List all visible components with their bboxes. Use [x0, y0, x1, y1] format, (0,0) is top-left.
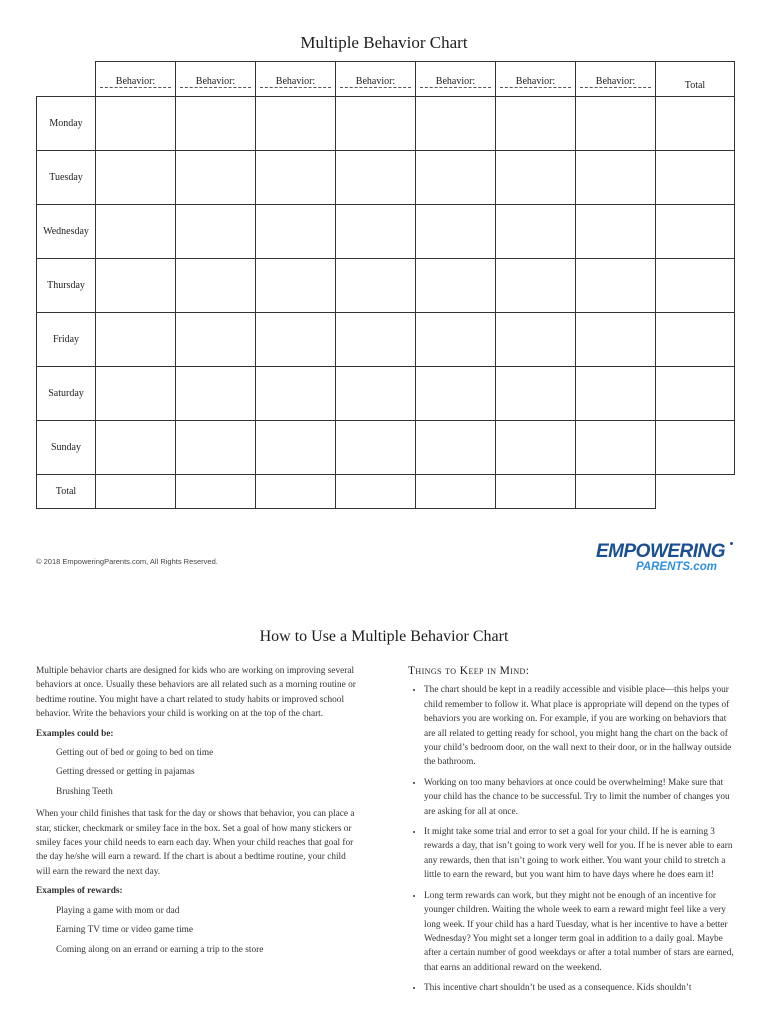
- tracking-cell[interactable]: [176, 313, 256, 367]
- day-row: [37, 367, 735, 421]
- total-column-header: [656, 62, 735, 97]
- behavior-write-line: [100, 87, 171, 88]
- column-total-cell[interactable]: [256, 475, 336, 509]
- tracking-cell[interactable]: [176, 421, 256, 475]
- tracking-cell[interactable]: [416, 205, 496, 259]
- total-column-label: Total: [684, 79, 706, 91]
- empty-corner-cell: [656, 475, 735, 509]
- row-total-cell[interactable]: [656, 205, 735, 259]
- tracking-cell[interactable]: [416, 259, 496, 313]
- tracking-cell[interactable]: [336, 421, 416, 475]
- logo-dot: [730, 542, 733, 545]
- example-item: Getting dressed or getting in pajamas: [56, 767, 195, 778]
- day-row: [37, 151, 735, 205]
- tracking-cell[interactable]: [336, 151, 416, 205]
- logo-text-secondary: PARENTS.com: [636, 561, 717, 573]
- row-total-cell[interactable]: [656, 313, 735, 367]
- day-row: [37, 205, 735, 259]
- tracking-cell[interactable]: [336, 97, 416, 151]
- behavior-header[interactable]: [176, 62, 256, 97]
- behavior-header[interactable]: [496, 62, 576, 97]
- reward-item: Playing a game with mom or dad: [56, 905, 180, 916]
- behavior-chart-table: [36, 61, 735, 509]
- column-total-cell[interactable]: [496, 475, 576, 509]
- tips-heading: Things to Keep in Mind:: [408, 665, 530, 677]
- tracking-cell[interactable]: [416, 367, 496, 421]
- intro-paragraph: Multiple behavior charts are designed for kids who are working on improving several behaviors at once. Usually these behaviors are all related such as a morning routine or bedtime routine. You might have a chart related to study habits or improved school behavior. Write the behaviors your child is working on at the top of the chart.: [36, 666, 356, 720]
- day-label: Thursday: [37, 259, 96, 313]
- column-total-cell[interactable]: [176, 475, 256, 509]
- tracking-cell[interactable]: [176, 97, 256, 151]
- behavior-header[interactable]: [336, 62, 416, 97]
- empowering-parents-logo: [596, 541, 736, 577]
- guide-title: How to Use a Multiple Behavior Chart: [259, 628, 509, 645]
- column-total-cell[interactable]: [416, 475, 496, 509]
- day-label: Wednesday: [37, 205, 96, 259]
- behavior-write-line: [500, 87, 571, 88]
- tracking-cell[interactable]: [336, 367, 416, 421]
- behavior-header[interactable]: [256, 62, 336, 97]
- tracking-cell[interactable]: [496, 313, 576, 367]
- behavior-write-line: [180, 87, 251, 88]
- column-total-cell[interactable]: [336, 475, 416, 509]
- day-label: Tuesday: [37, 151, 96, 205]
- tracking-cell[interactable]: [176, 367, 256, 421]
- instructions-column: [36, 664, 362, 962]
- tip-item: • This incentive chart shouldn’t be used as a consequence. Kids shouldn’t: [424, 981, 734, 995]
- example-item: Brushing Teeth: [56, 786, 113, 797]
- tracking-cell[interactable]: [256, 367, 336, 421]
- tracking-cell[interactable]: [96, 421, 176, 475]
- day-label: Friday: [37, 313, 96, 367]
- day-label: Monday: [37, 97, 96, 151]
- logo-text-primary: EMPOWERING: [596, 541, 726, 562]
- behavior-write-line: [340, 87, 411, 88]
- tracking-cell[interactable]: [496, 367, 576, 421]
- tracking-cell[interactable]: [416, 313, 496, 367]
- row-total-cell[interactable]: [656, 259, 735, 313]
- behavior-label: Behavior:: [115, 76, 156, 87]
- behavior-label: Behavior:: [595, 76, 636, 87]
- tracking-cell[interactable]: [496, 151, 576, 205]
- day-row: [37, 259, 735, 313]
- row-total-cell[interactable]: [656, 97, 735, 151]
- tracking-cell[interactable]: [256, 421, 336, 475]
- tracking-cell[interactable]: [256, 97, 336, 151]
- tracking-cell[interactable]: [416, 97, 496, 151]
- behavior-header[interactable]: [416, 62, 496, 97]
- day-row: [37, 313, 735, 367]
- tracking-cell[interactable]: [336, 259, 416, 313]
- chart-title: Multiple Behavior Chart: [300, 33, 468, 52]
- tracking-cell[interactable]: [256, 313, 336, 367]
- tracking-cell[interactable]: [496, 421, 576, 475]
- tracking-cell[interactable]: [576, 313, 656, 367]
- tracking-cell[interactable]: [256, 259, 336, 313]
- tracking-cell[interactable]: [176, 151, 256, 205]
- reward-item: Earning TV time or video game time: [56, 925, 194, 936]
- behavior-write-line: [260, 87, 331, 88]
- tracking-cell[interactable]: [496, 205, 576, 259]
- tracking-cell[interactable]: [176, 259, 256, 313]
- example-item: Getting out of bed or going to bed on time: [56, 748, 214, 759]
- tracking-cell[interactable]: [176, 205, 256, 259]
- reward-item: Coming along on an errand or earning a trip to the store: [56, 944, 264, 955]
- tracking-cell[interactable]: [576, 97, 656, 151]
- tip-item: • Long term rewards can work, but they might not be enough of an incentive for younger children. Waiting the whole week to earn a reward might feel like a very long week. If your child has a hard Tuesday, what is her incentive to have a better Wednesday? You might set a longer term goal in addition to a daily goal. Maybe after a certain number of good weekdays or after a total number of stars are earned, that earns an additional reward on the weekend.: [424, 889, 734, 975]
- tips-list: [408, 683, 734, 995]
- day-row: [37, 421, 735, 475]
- tracking-cell[interactable]: [256, 205, 336, 259]
- day-label: Sunday: [37, 421, 96, 475]
- column-total-cell[interactable]: [576, 475, 656, 509]
- tracking-cell[interactable]: [496, 97, 576, 151]
- tracking-cell[interactable]: [576, 205, 656, 259]
- total-row-label: Total: [37, 475, 96, 509]
- tracking-cell[interactable]: [576, 367, 656, 421]
- day-label: Saturday: [37, 367, 96, 421]
- copyright-notice: © 2018 EmpoweringParents.com, All Rights Reserved.: [36, 557, 218, 566]
- behavior-label: Behavior:: [515, 76, 556, 87]
- total-row: [37, 475, 735, 509]
- behavior-label: Behavior:: [355, 76, 396, 87]
- row-total-cell[interactable]: [656, 151, 735, 205]
- tracking-cell[interactable]: [336, 205, 416, 259]
- tracking-cell[interactable]: [576, 421, 656, 475]
- behavior-label: Behavior:: [275, 76, 316, 87]
- tracking-cell[interactable]: [96, 259, 176, 313]
- row-total-cell[interactable]: [656, 421, 735, 475]
- tips-column: [408, 664, 734, 1002]
- behavior-write-line: [580, 87, 651, 88]
- tracking-cell[interactable]: [96, 367, 176, 421]
- tracking-cell[interactable]: [336, 313, 416, 367]
- tracking-cell[interactable]: [96, 97, 176, 151]
- tracking-cell[interactable]: [96, 313, 176, 367]
- tracking-cell[interactable]: [576, 259, 656, 313]
- tracking-cell[interactable]: [416, 421, 496, 475]
- tip-item: • Working on too many behaviors at once could be overwhelming! Make sure that your child has the chance to be successful. Try to limit the number of changes you are asking for all at once.: [424, 776, 734, 819]
- tracking-cell[interactable]: [416, 151, 496, 205]
- tip-item: • The chart should be kept in a readily accessible and visible place—this helps your child remember to follow it. What place is appropriate will depend on the types of behaviors you are working on. For example, if you are working on behaviors that are all related to getting ready for school, you might hang the chart on the back of your child’s bedroom door, on the wall next to their door, or in the hallway outside the bathroom.: [424, 683, 734, 769]
- tracking-cell[interactable]: [496, 259, 576, 313]
- header-row: [37, 62, 735, 97]
- behavior-label: Behavior:: [435, 76, 476, 87]
- tip-item: • It might take some trial and error to set a goal for your child. If he is earning 3 rewards a day, that isn’t going to work very well for you. If he is never able to earn any rewards, then that isn’t going to work either. You want your child to stretch a little to earn the reward, but you want him to have days where he does earn it!: [424, 825, 734, 883]
- corner-cell: [37, 62, 96, 97]
- rewards-heading: Examples of rewards:: [36, 886, 123, 897]
- examples-heading: Examples could be:: [36, 728, 114, 739]
- goal-paragraph: When your child finishes that task for the day or shows that behavior, you can place a star, sticker, checkmark or smiley face in the box. Set a goal of how many stickers or smiley faces your child needs to earn each day. When your child reaches that goal for the day he/she will earn a reward. If the chart is about a bedtime routine, your child will earn the reward the next day.: [36, 809, 355, 877]
- row-total-cell[interactable]: [656, 367, 735, 421]
- tracking-cell[interactable]: [96, 151, 176, 205]
- tracking-cell[interactable]: [96, 205, 176, 259]
- behavior-header[interactable]: [576, 62, 656, 97]
- tracking-cell[interactable]: [576, 151, 656, 205]
- column-total-cell[interactable]: [96, 475, 176, 509]
- behavior-write-line: [420, 87, 491, 88]
- tracking-cell[interactable]: [256, 151, 336, 205]
- behavior-label: Behavior:: [195, 76, 236, 87]
- day-row: [37, 97, 735, 151]
- behavior-header[interactable]: [96, 62, 176, 97]
